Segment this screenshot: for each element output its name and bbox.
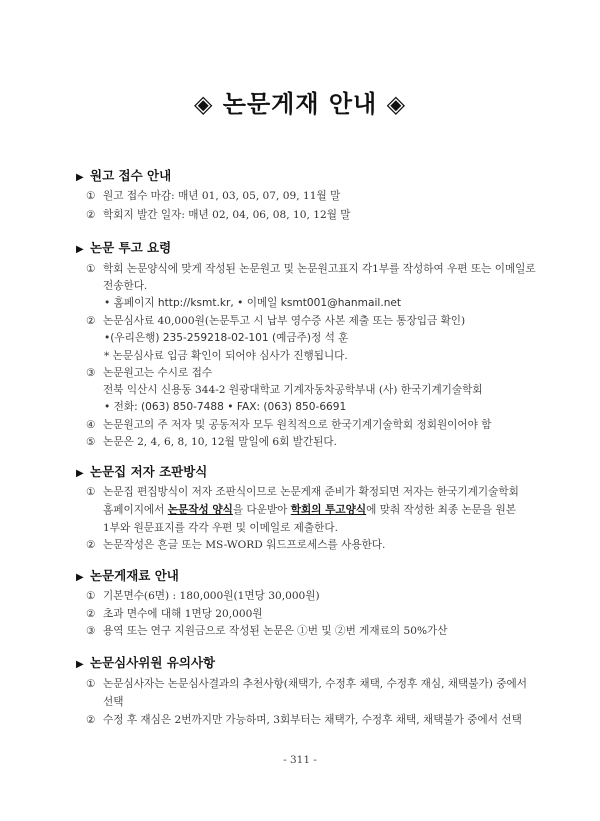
triangle-bullet-icon: ▶	[76, 468, 84, 479]
list-item: ② 논문작성은 흔글 또는 MS-WORD 워드프로세스를 사용한다.	[86, 539, 386, 551]
section-heading-guidelines: ▶ 논문 투고 요령	[76, 240, 172, 255]
template-link: 논문작성 양식	[167, 504, 233, 516]
list-item: ① 논문집 편집방식이 저자 조판식이므로 논문게재 준비가 확정되면 저자는 한국기계기술학회	[86, 486, 519, 498]
page-title: ◈ 논문게재 안내 ◈	[193, 90, 407, 118]
note-line: * 논문심사료 입금 확인이 되어야 심사가 진행됩니다.	[104, 350, 348, 362]
submission-form-link: 학회의 투고양식	[290, 504, 367, 516]
section-heading-reviewer-notes: ▶ 논문심사위원 유의사항	[76, 655, 216, 670]
phone-fax-line: • 전화: (063) 850-7488 • FAX: (063) 850-6691	[104, 401, 347, 413]
section-heading-typesetting: ▶ 논문집 저자 조판방식	[76, 464, 208, 479]
list-item-continuation: 홈페이지에서 논문작성 양식을 다운받아 학회의 투고양식에 맞춰 작성한 최종 논문을 원본	[103, 504, 516, 516]
list-item: ⑤ 논문은 2, 4, 6, 8, 10, 12월 말일에 6회 발간된다.	[86, 436, 337, 448]
triangle-bullet-icon: ▶	[76, 572, 84, 583]
triangle-bullet-icon: ▶	[76, 659, 84, 670]
list-item-continuation: 선택	[103, 696, 124, 708]
address-line: 전북 익산시 신용동 344-2 원광대학교 기계자동차공학부내 (사) 한국기계기술학회	[103, 384, 483, 396]
list-item: ① 기본면수(6면) : 180,000원(1면당 30,000원)	[86, 590, 320, 602]
section-heading-fees: ▶ 논문게재료 안내	[76, 568, 179, 583]
list-item: ② 학회지 발간 일자: 매년 02, 04, 06, 08, 10, 12월 말	[86, 209, 351, 221]
list-item: ③ 논문원고는 수시로 접수	[86, 367, 213, 379]
list-item: ④ 논문원고의 주 저자 및 공동저자 모두 원칙적으로 한국기계기술학회 정회원이어야 함	[86, 419, 492, 431]
list-item: ② 수정 후 재심은 2번까지만 가능하며, 3회부터는 채택가, 수정후 채택, 채택불가 중에서 선택	[86, 714, 522, 726]
list-item: ① 원고 접수 마감: 매년 01, 03, 05, 07, 09, 11월 말	[86, 190, 341, 202]
list-item: ① 논문심사자는 논문심사결과의 추천사항(채택가, 수정후 채택, 수정후 재심, 채택불가) 중에서	[86, 678, 527, 690]
bank-account-line: •(우리은행) 235-259218-02-101 (예금주)정 석 훈	[104, 332, 349, 344]
triangle-bullet-icon: ▶	[76, 172, 84, 183]
triangle-bullet-icon: ▶	[76, 244, 84, 255]
list-item: ③ 용역 또는 연구 지원금으로 작성된 논문은 ①번 및 ②번 게재료의 50%가산	[86, 625, 448, 637]
section-heading-submission: ▶ 원고 접수 안내	[76, 168, 172, 183]
list-item-continuation: 전송한다.	[103, 280, 148, 292]
list-item: ① 학회 논문양식에 맞게 작성된 논문원고 및 논문원고표지 각1부를 작성하여 우편 또는 이메일로	[86, 263, 536, 275]
page-number: - 311 -	[283, 754, 317, 766]
list-item-continuation: 1부와 원문표지를 각각 우편 및 이메일로 제출한다.	[103, 522, 338, 534]
list-item: ② 초과 면수에 대해 1면당 20,000원	[86, 608, 263, 620]
list-item: ② 논문심사료 40,000원(논문투고 시 납부 영수증 사본 제출 또는 통장입금 확인)	[86, 315, 466, 327]
contact-line: • 홈페이지 http://ksmt.kr, • 이메일 ksmt001@hanmail.net	[104, 297, 402, 309]
